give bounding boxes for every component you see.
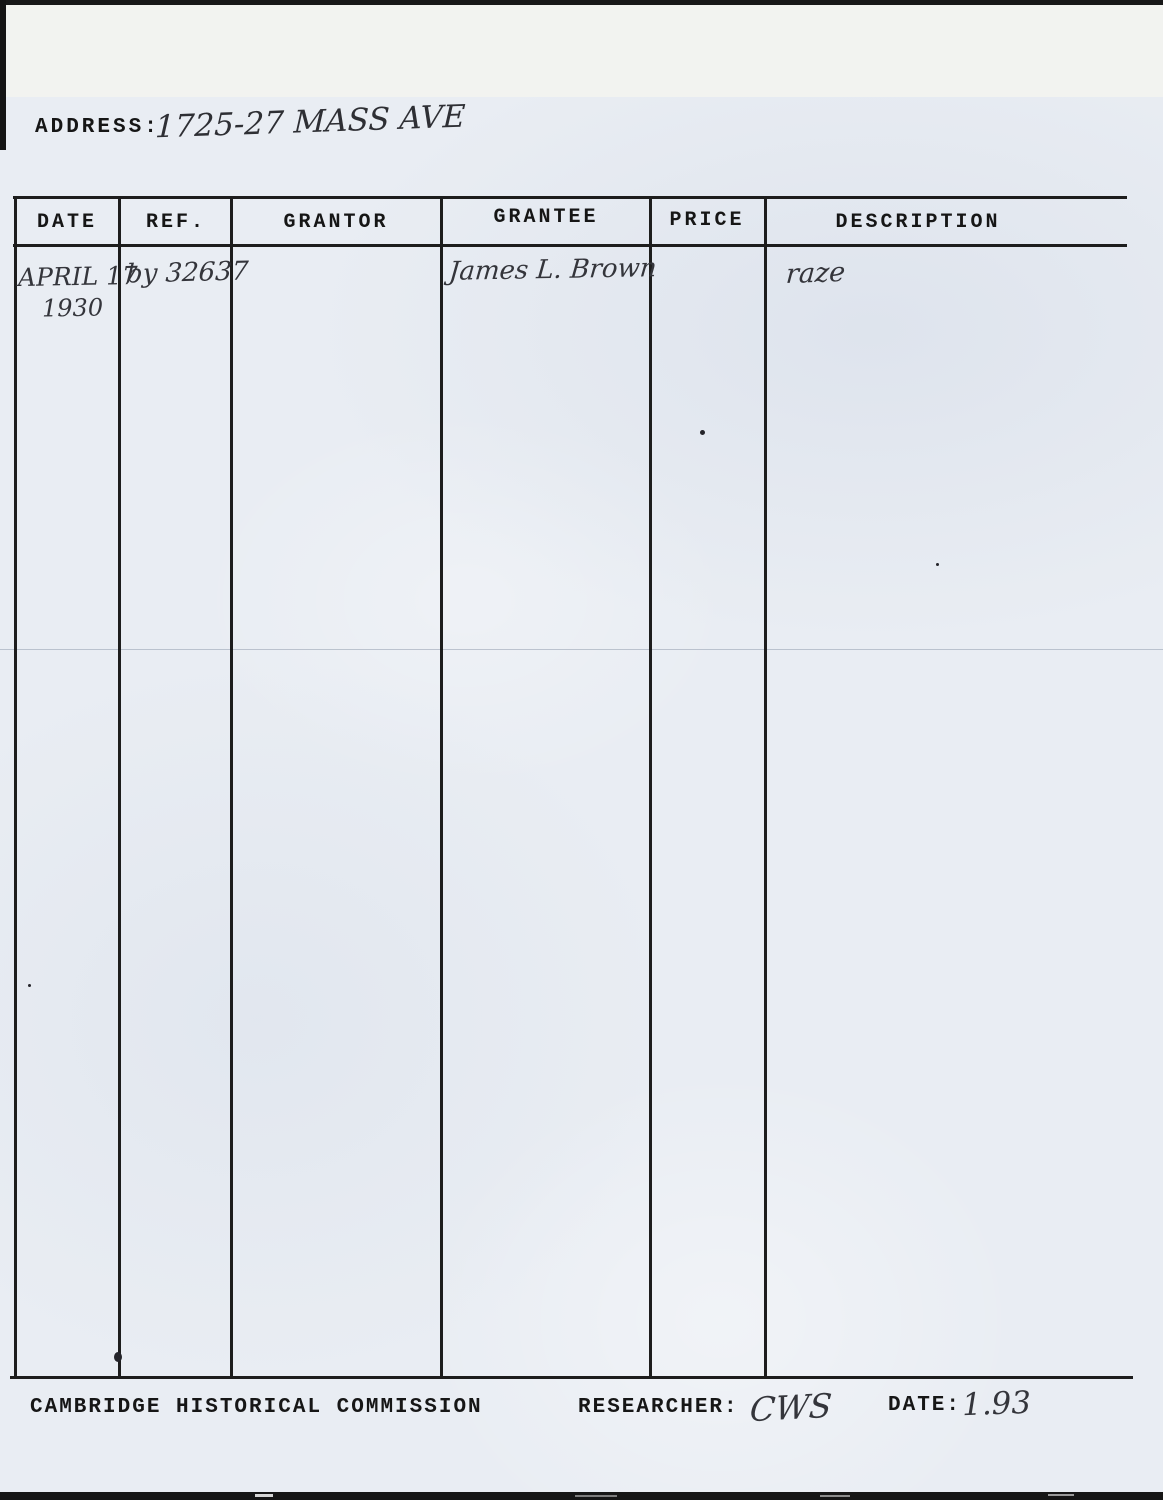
row-grantee: James L. Brown [447,253,658,287]
column-header-date: DATE [36,211,98,234]
scan-edge-top [0,0,1163,5]
row-description: raze [784,256,847,291]
row-date-line1: APRIL 17 [17,260,139,293]
researcher-value: CWS [748,1385,834,1430]
row-ref: by 32637 [125,256,250,290]
ink-blob [114,1352,122,1362]
table-header-underline [13,244,1127,247]
row-date-line2: 1930 [41,293,104,323]
table-top-border [13,196,1127,199]
scan-edge-left [0,0,6,150]
paper-fold-line [0,649,1163,650]
column-header-grantor: GRANTOR [283,211,389,234]
footer-date-value: 1.93 [961,1384,1032,1424]
scan-top-white-band [0,5,1163,97]
address-label: ADDRESS: [35,116,160,139]
column-header-ref: REF. [145,211,207,234]
address-value: 1725-27 MASS AVE [154,98,466,146]
researcher-label: RESEARCHER: [578,1396,739,1419]
table-left-border [14,196,17,1379]
table-bottom-border [10,1376,1133,1379]
footer-date-label: DATE: [888,1394,962,1417]
ink-dot [936,563,939,566]
footer-organization: CAMBRIDGE HISTORICAL COMMISSION [30,1396,483,1419]
column-divider-date-ref [118,196,121,1379]
column-header-price: PRICE [669,209,745,232]
column-divider-grantee-price [649,196,652,1379]
scan-edge-bottom [0,1492,1163,1500]
column-divider-price-description [764,196,767,1379]
column-divider-grantor-grantee [440,196,443,1379]
column-header-description: DESCRIPTION [835,211,1001,234]
ink-dot [28,984,31,987]
column-header-grantee: GRANTEE [493,206,599,229]
ink-dot [700,430,705,435]
column-divider-ref-grantor [230,196,233,1379]
